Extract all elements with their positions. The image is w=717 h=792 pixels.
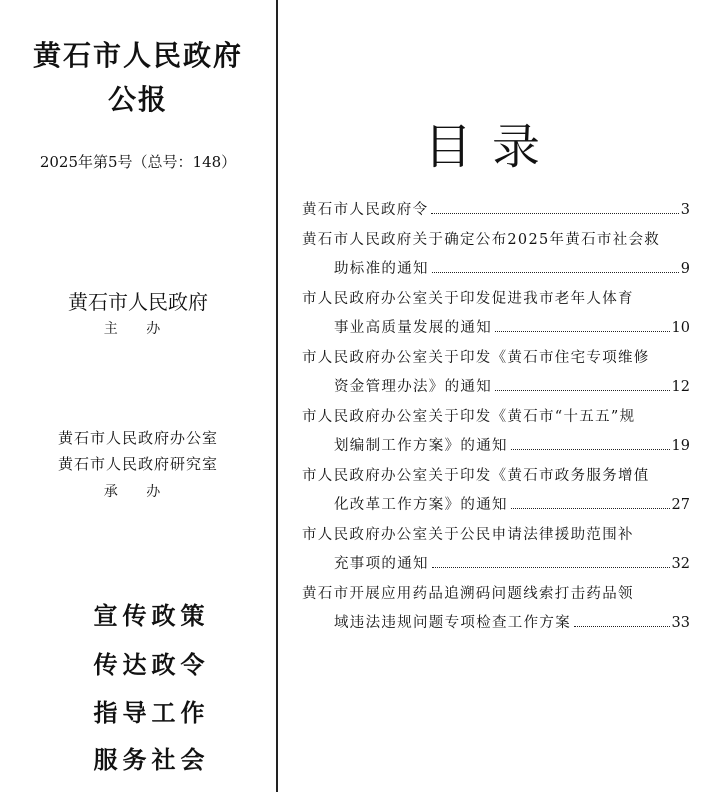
toc-leader-dots bbox=[511, 507, 670, 509]
toc-item-title-cont: 域违法违规问题专项检查工作方案 bbox=[334, 615, 571, 631]
toc-item-title-cont: 事业高质量发展的通知 bbox=[334, 320, 492, 336]
toc-leader-dots bbox=[511, 448, 670, 450]
toc-item[interactable] bbox=[302, 462, 690, 521]
toc-item-title: 黄石市开展应用药品追溯码问题线索打击药品领 bbox=[302, 585, 634, 602]
toc-leader-dots bbox=[495, 330, 670, 332]
toc-leader-dots bbox=[432, 566, 670, 568]
toc-item-page: 19 bbox=[671, 438, 690, 454]
toc-item-title-cont: 化改革工作方案》的通知 bbox=[334, 497, 508, 513]
table-of-contents bbox=[278, 0, 717, 792]
sponsor-role: 主 办 bbox=[103, 321, 173, 337]
toc-item-title: 黄石市人民政府令 bbox=[302, 202, 429, 218]
toc-item[interactable] bbox=[302, 344, 690, 403]
toc-item[interactable] bbox=[302, 403, 690, 462]
toc-item-title-cont: 充事项的通知 bbox=[334, 556, 429, 572]
toc-item-page: 10 bbox=[671, 320, 690, 336]
toc-item-title: 市人民政府办公室关于印发《黄石市“十五五”规 bbox=[302, 408, 636, 425]
toc-item-title: 市人民政府办公室关于公民申请法律援助范围补 bbox=[302, 526, 634, 543]
toc-item-title: 市人民政府办公室关于印发《黄石市政务服务增值 bbox=[302, 467, 650, 484]
organizer-name-1: 黄石市人民政府办公室 bbox=[57, 429, 218, 447]
toc-item-title: 市人民政府办公室关于印发《黄石市住宅专项维修 bbox=[302, 349, 650, 366]
toc-item[interactable] bbox=[302, 580, 690, 639]
toc-item-page: 27 bbox=[671, 497, 690, 513]
toc-item-page: 32 bbox=[671, 556, 690, 572]
toc-item[interactable] bbox=[302, 521, 690, 580]
toc-item-page: 33 bbox=[671, 615, 690, 631]
journal-title-line2: 公报 bbox=[107, 83, 168, 116]
slogan-2: 传达政令 bbox=[93, 651, 210, 679]
issue-number: 2025年第5号（总号：148） bbox=[39, 153, 237, 171]
toc-item-title-cont: 资金管理办法》的通知 bbox=[334, 379, 492, 395]
organizer-role: 承 办 bbox=[103, 484, 173, 500]
journal-title-line1: 黄石市人民政府 bbox=[32, 39, 243, 72]
toc-list bbox=[302, 196, 690, 639]
toc-item[interactable] bbox=[302, 226, 690, 285]
toc-item-page: 9 bbox=[680, 261, 690, 277]
toc-item[interactable] bbox=[302, 196, 690, 226]
toc-item[interactable] bbox=[302, 285, 690, 344]
slogan-3: 指导工作 bbox=[93, 699, 210, 727]
toc-title: 目录 bbox=[424, 119, 561, 175]
toc-item-title-cont: 划编制工作方案》的通知 bbox=[334, 438, 508, 454]
toc-leader-dots bbox=[574, 625, 670, 627]
slogan-1: 宣传政策 bbox=[93, 602, 210, 630]
organizer-name-2: 黄石市人民政府研究室 bbox=[57, 455, 218, 473]
toc-item-page: 12 bbox=[671, 379, 690, 395]
toc-item-title-cont: 助标准的通知 bbox=[334, 261, 429, 277]
toc-item-page: 3 bbox=[680, 202, 690, 218]
toc-leader-dots bbox=[495, 389, 670, 391]
toc-leader-dots bbox=[431, 212, 678, 214]
cover-sidebar bbox=[0, 0, 276, 792]
toc-item-title: 黄石市人民政府关于确定公布2025年黄石市社会救 bbox=[302, 231, 661, 248]
sponsor-name: 黄石市人民政府 bbox=[68, 290, 208, 314]
toc-item-title: 市人民政府办公室关于印发促进我市老年人体育 bbox=[302, 290, 634, 307]
slogan-4: 服务社会 bbox=[93, 746, 210, 774]
toc-leader-dots bbox=[432, 271, 679, 273]
